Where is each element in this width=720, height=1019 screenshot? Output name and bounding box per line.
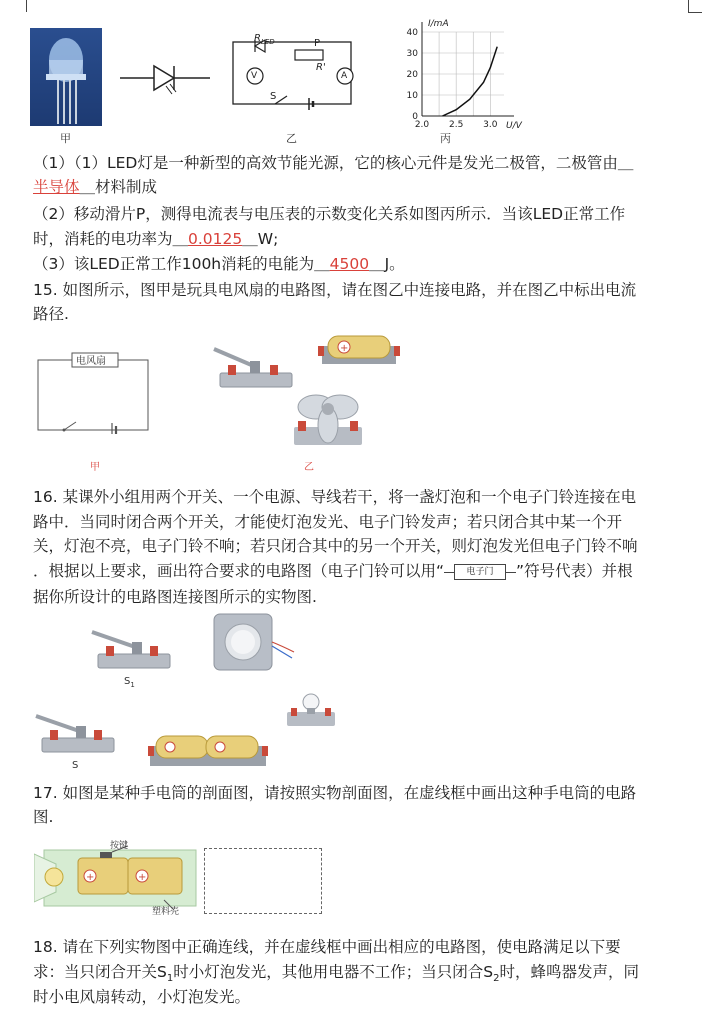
q16-line4-prefix: ．根据以上要求，画出符合要求的电路图（电子门铃可以用“ <box>33 562 445 580</box>
circuit-label-a: A <box>341 71 348 81</box>
doorbell-symbol-text: 电子门 <box>454 564 506 580</box>
svg-text:+: + <box>138 872 147 883</box>
q18-line2-sub2: 2 <box>493 973 500 985</box>
x-tick-label: 2.5 <box>449 120 464 130</box>
q14-p2-suffix: ＿W; <box>242 230 279 248</box>
svg-text:+: + <box>340 343 349 354</box>
label-s: S <box>72 760 79 771</box>
q18-line1: 18. 请在下列实物图中正确连线，并在虚线框中画出相应的电路图，使电路满足以下要 <box>33 938 621 956</box>
x-tick-label: 3.0 <box>483 120 498 130</box>
q14-part3 <box>33 253 405 275</box>
caption-jia-top: 甲 <box>60 132 71 145</box>
label-button: 按键 <box>110 841 129 851</box>
caption-yi-q15: 乙 <box>304 462 314 473</box>
corner-mark-right <box>688 0 689 12</box>
q16-line5: 据你所设计的电路图连接图所示的实物图. <box>33 588 317 606</box>
circuit-label-s: S <box>270 91 277 102</box>
svg-text:+: + <box>86 872 95 883</box>
y-tick-label: 40 <box>406 28 418 38</box>
y-tick-label: 20 <box>406 70 418 80</box>
q18-line3: 时小电风扇转动，小灯泡发光。 <box>33 988 251 1006</box>
q14-p3-suffix: ＿J。 <box>369 255 405 273</box>
rled-text: R <box>254 33 261 44</box>
q16-line2: 路中．当同时闭合两个开关，才能使灯泡发光、电子门铃发声；若只闭合其中某一个开 <box>33 513 623 531</box>
label-s1-sub: 1 <box>130 681 135 689</box>
y-axis-label: I/mA <box>428 19 449 29</box>
electronic-doorbell <box>210 612 296 672</box>
battery-pack-q16 <box>148 730 268 770</box>
toy-fan-q15 <box>288 385 368 453</box>
q16-line3: 关，灯泡不亮，电子门铃不响；若只闭合其中的另一个开关，则灯泡发光但电子门铃不响 <box>33 537 638 555</box>
q15-line1: 15. 如图所示，图甲是玩具电风扇的电路图，请在图乙中连接电路，并在图乙中标出电流 <box>33 281 637 299</box>
iv-chart <box>400 14 530 134</box>
q14-p3-prefix: （3）该LED正常工作100h消耗的电能为＿ <box>33 255 330 273</box>
q16-line4 <box>33 560 633 582</box>
led-symbol <box>118 58 213 98</box>
x-tick-label: 2.0 <box>414 120 430 130</box>
q18-line2-sub: 1 <box>166 973 174 985</box>
x-axis-label: U/V <box>506 121 522 131</box>
q18-line2-prefix: 求：当只闭合开关S <box>33 963 167 981</box>
knife-switch-s1 <box>88 628 172 672</box>
q15-line2: 路径. <box>33 305 69 323</box>
doorbell-symbol <box>444 564 516 580</box>
label-s1-text: S <box>124 676 131 687</box>
q17-answer-box[interactable] <box>204 848 322 914</box>
corner-mark-right-h <box>688 12 702 13</box>
fan-label: 电风扇 <box>76 356 106 367</box>
label-s1 <box>124 676 135 689</box>
q18-line2-suffix: 时小灯泡发光，其他用电器不工作；当只闭合S <box>173 963 494 981</box>
circuit-label-rled <box>254 33 275 46</box>
led-photo-svg <box>30 28 102 126</box>
q14-p1-prefix: （1）（1）LED灯是一种新型的高效节能光源，它的核心元件是发光二极管，二极管由＿ <box>33 154 634 172</box>
caption-jia-q15: 甲 <box>90 462 100 473</box>
caption-yi-top: 乙 <box>286 132 297 145</box>
y-tick-label: 0 <box>412 112 418 122</box>
knife-switch-q15 <box>210 345 294 390</box>
circuit-label-v: V <box>251 71 258 81</box>
rled-sub: LED <box>260 38 275 46</box>
q16-line4-suffix: ”符号代表）并根 <box>516 562 633 580</box>
q14-p3-answer: 4500 <box>329 255 370 273</box>
q14-p2-prefix: 时，消耗的电功率为＿ <box>33 230 189 248</box>
circuit-label-p: P <box>314 38 321 49</box>
y-tick-label: 10 <box>406 91 418 101</box>
q14-p2-answer: 0.0125 <box>188 230 243 248</box>
corner-mark-left <box>26 0 27 12</box>
small-bulb <box>285 690 337 730</box>
battery-q15 <box>318 332 400 370</box>
knife-switch-s <box>32 712 116 756</box>
caption-bing: 丙 <box>440 132 451 145</box>
q14-p1-suffix: ＿材料制成 <box>79 178 158 196</box>
q14-part1-line2 <box>33 176 157 198</box>
q16-line1: 16. 某课外小组用两个开关、一个电源、导线若干，将一盏灯泡和一个电子门铃连接在电 <box>33 488 637 506</box>
q14-part2-line1: （2）移动滑片P，测得电流表与电压表的示数变化关系如图丙所示．当该LED正常工作 <box>33 205 626 223</box>
q17-line1: 17. 如图是某种手电筒的剖面图，请按照实物剖面图，在虚线框中画出这种手电筒的电路 <box>33 784 637 802</box>
label-plastic-shell: 塑料壳 <box>152 907 180 917</box>
circuit-label-rprime: R' <box>316 62 326 73</box>
q17-line2: 图. <box>33 808 54 826</box>
q14-part1-line1 <box>33 152 633 174</box>
iv-curve <box>443 47 498 116</box>
q18-line2-end: 时，蜂鸣器发声，同 <box>499 963 639 981</box>
q14-part2-line2 <box>33 228 278 250</box>
y-tick-label: 30 <box>406 49 418 59</box>
q14-p1-answer: 半导体 <box>33 178 80 196</box>
led-photo <box>30 28 102 126</box>
